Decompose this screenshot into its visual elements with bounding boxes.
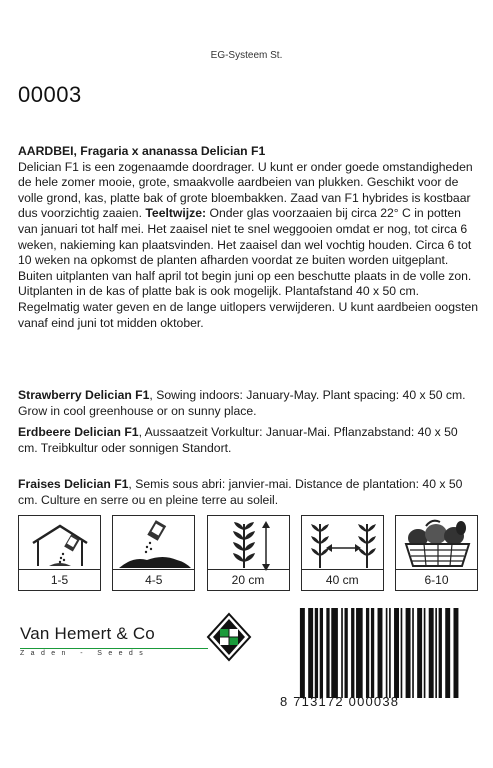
greenhouse-sowing-months: 1-5 <box>19 569 100 590</box>
icon-box-greenhouse-sowing <box>18 515 101 591</box>
brand-tagline: Zaden - Seeds <box>20 650 150 657</box>
english-text: , Sowing indoors: January-May. Plant spacing: 40 x 50 cm. Grow in cool greenhouse or on sunny place. <box>18 388 466 418</box>
barcode-bar <box>386 608 388 698</box>
barcode-bar <box>401 608 403 698</box>
icon-box-outdoor-sowing <box>112 515 195 591</box>
barcode-bar <box>424 608 426 698</box>
barcode-bar <box>341 608 343 698</box>
barcode-bar <box>300 608 305 698</box>
barcode-bar <box>439 608 442 698</box>
barcode-bar <box>331 608 338 698</box>
german-text: , Aussaatzeit Vorkultur: Januar-Mai. Pflanzabstand: 40 x 50 cm. Treibkultur oder sonnigen Standort. <box>18 425 458 455</box>
barcode-bar <box>315 608 318 698</box>
english-description <box>18 388 480 419</box>
barcode-bar <box>394 608 399 698</box>
barcode-bar <box>320 608 323 698</box>
cultivation-icons <box>18 515 478 593</box>
barcode-bar <box>412 608 414 698</box>
barcode-bar <box>429 608 434 698</box>
certification-label: EG-Systeem St. <box>210 50 283 61</box>
dutch-body <box>18 160 480 332</box>
barcode-bar <box>389 608 391 698</box>
barcode-bar <box>345 608 348 698</box>
dutch-intro: Delician F1 is een zogenaamde doordrager. U kunt er onder goede omstandigheden de hele zomer mooie, grote, smaakvolle aardbeien van plukken. Geschikt voor de volle grond, kas, platte bak of grote bloembakken. Zaad van F1 hybrides is kostbaar dus voorzichtig zaaien. <box>18 159 473 221</box>
plant-height-value: 20 cm <box>208 569 289 590</box>
german-name: Erdbeere Delician F1 <box>18 425 139 439</box>
barcode-bar <box>378 608 383 698</box>
plant-spacing-icon <box>302 516 385 572</box>
barcode-bar <box>445 608 450 698</box>
barcode-bar <box>366 608 369 698</box>
barcode-digits: 8 713172 000038 <box>280 694 400 709</box>
german-description <box>18 425 480 456</box>
barcode-bar <box>406 608 411 698</box>
french-description <box>18 477 480 508</box>
lot-number: 00003 <box>18 82 82 107</box>
barcode-bar <box>326 608 329 698</box>
barcode-bar <box>308 608 313 698</box>
dutch-description <box>18 144 480 331</box>
barcode-bar <box>351 608 354 698</box>
barcode-bar <box>356 608 363 698</box>
icon-box-harvest <box>395 515 478 591</box>
barcode-bar <box>371 608 374 698</box>
greenhouse-sowing-icon <box>19 516 102 572</box>
outdoor-sowing-icon <box>113 516 196 572</box>
product-title: AARDBEI, Fragaria x ananassa Delician F1 <box>18 144 266 158</box>
brand-logo <box>20 624 210 657</box>
dutch-cultivation: Onder glas voorzaaien bij circa 22° C in potten van januari tot half mei. Het zaaisel niet te snel weggooien omdat er nog, tot circa 6 weken, nakieming kan plaatsvinden. Het zaaisel dan wel vochtig houden. Circa 6 tot 10 weken na opkomst de planten afharden voordat ze buiten worden uitgeplant. Buiten uitplanten van half april tot begin juni op een beschutte plaats in de volle zon. Uitplanten in de kas of platte bak is ook mogelijk. Plantafstand 40 x 50 cm. Regelmatig water geven en de lange uitlopers verwijderen. U kunt aardbeien oogsten vanaf eind juni tot midden oktober. <box>18 206 479 330</box>
english-name: Strawberry Delician F1 <box>18 388 150 402</box>
french-name: Fraises Delician F1 <box>18 477 129 491</box>
french-text: , Semis sous abri: janvier-mai. Distance de plantation: 40 x 50 cm. Culture en serre ou en pleine terre au soleil. <box>18 477 463 507</box>
brand-divider <box>20 648 208 649</box>
cultivation-heading: Teeltwijze: <box>145 206 207 221</box>
plant-height-icon <box>208 516 291 572</box>
harvest-basket-icon <box>396 516 479 572</box>
icon-box-plant-height <box>207 515 290 591</box>
harvest-months: 6-10 <box>396 569 477 590</box>
barcode-bar <box>453 608 458 698</box>
barcode-bar <box>435 608 437 698</box>
plant-spacing-value: 40 cm <box>302 569 383 590</box>
outdoor-sowing-months: 4-5 <box>113 569 194 590</box>
icon-box-plant-spacing <box>301 515 384 591</box>
barcode-bar <box>417 608 422 698</box>
brand-name: Van Hemert & Co <box>20 624 155 643</box>
brand-emblem-icon <box>206 612 252 662</box>
